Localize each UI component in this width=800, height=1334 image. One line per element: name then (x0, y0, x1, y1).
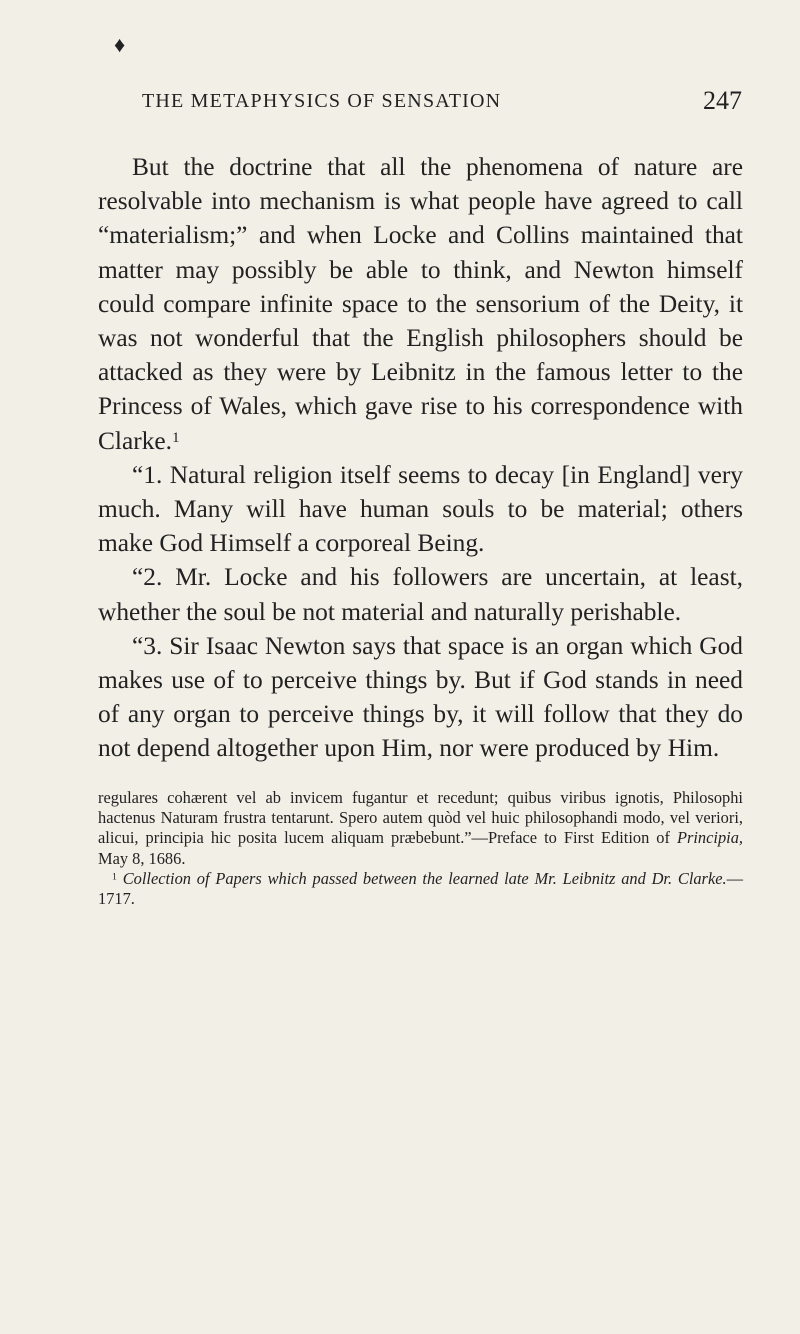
footnote-1 (98, 869, 743, 909)
page-header (142, 86, 742, 122)
footnote-1-marker: 1 (112, 871, 117, 883)
footnote-continuation-text: regulares cohærent vel ab invicem fugantur et recedunt; quibus viribus ignotis, Philosophi hactenus Naturam frustra tentarunt. Spero autem quòd vel huic philosophandi modo, vel veriori, alicui, principia hic posita lucem aliquam præbebunt.”—Preface to First Edition of (98, 788, 743, 848)
paragraph-3: “2. Mr. Locke and his followers are uncertain, at least, whether the soul be not material and naturally perishable. (98, 563, 743, 626)
footnote-continuation (98, 788, 743, 869)
footnote-continuation-date: May 8, 1686. (98, 848, 186, 868)
footnote-continuation-title: Principia, (676, 828, 743, 848)
footnotes (98, 788, 743, 909)
paragraph-1 (98, 150, 743, 458)
running-head: THE METAPHYSICS OF SENSATION (142, 90, 502, 112)
paragraph-4: “3. Sir Isaac Newton says that space is an organ which God makes use of to perceive things by. But if God stands in need of any organ to perceive things by, it will follow that they do not depend altogether upon Him, nor were produced by Him. (98, 631, 743, 763)
footnote-1-title: Collection of Papers which passed between the learned late Mr. Leibnitz and Dr. Clarke. (122, 868, 727, 888)
main-text (98, 150, 743, 766)
printer-mark: ♦ (114, 32, 126, 57)
paragraph-1-text: But the doctrine that all the phenomena of nature are resolvable into mechanism is what people have agreed to call “materialism;” and when Locke and Collins maintained that matter may possibly be able to think, and Newton himself could compare infinite space to the sensorium of the Deity, it was not wonderful that the English philosophers should be attacked as they were by Leibnitz in the famous letter to the Princess of Wales, which gave rise to his correspondence with Clarke. (98, 153, 743, 455)
footnote-reference: 1 (172, 428, 180, 446)
page-number: 247 (703, 86, 742, 115)
paragraph-2: “1. Natural religion itself seems to decay [in England] very much. Many will have human souls to be material; others make God Himself a corporeal Being. (98, 460, 743, 558)
footnote-1-year: —1717. (98, 868, 743, 909)
